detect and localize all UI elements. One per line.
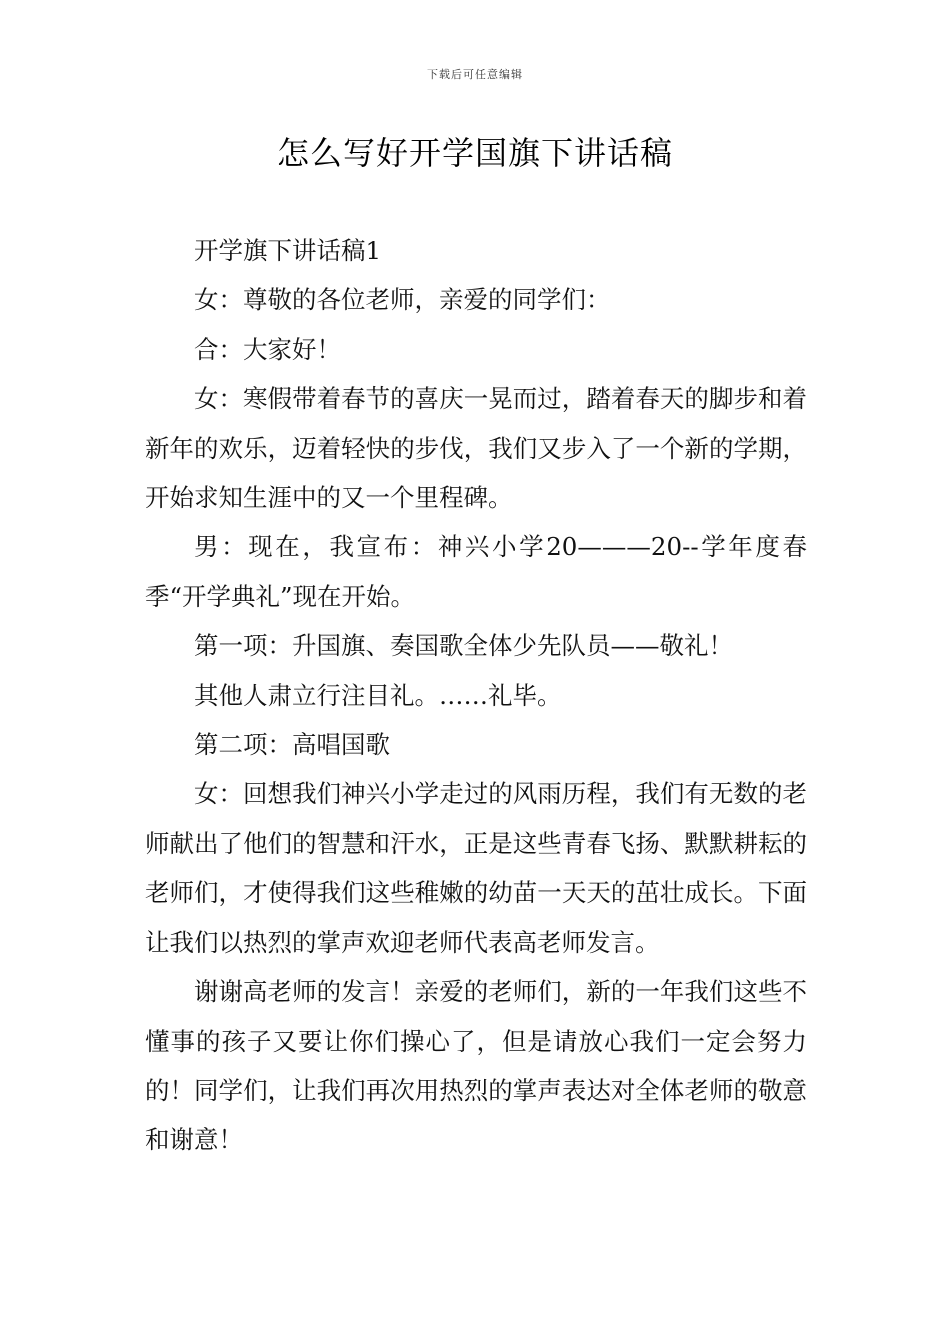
paragraph: 合：大家好！	[194, 334, 341, 364]
paragraph: 第一项：升国旗、奏国歌全体少先队员——敬礼！	[194, 631, 733, 661]
paragraph: 开学旗下讲话稿1	[194, 236, 382, 265]
document-body	[145, 226, 807, 1165]
paragraph: 谢谢高老师的发言！亲爱的老师们，新的一年我们这些不懂事的孩子又要让你们操心了，但是请放心我们一定会努力的！同学们，让我们再次用热烈的掌声表达对全体老师的敬意和谢意！	[145, 977, 807, 1155]
document-title: 怎么写好开学国旗下讲话稿	[276, 134, 673, 172]
paragraph: 女：回想我们神兴小学走过的风雨历程，我们有无数的老师献出了他们的智慧和汗水，正是这些青春飞扬、默默耕耘的老师们，才使得我们这些稚嫩的幼苗一天天的茁壮成长。下面让我们以热烈的掌声欢迎老师代表高老师发言。	[145, 779, 807, 957]
paragraph: 第二项：高唱国歌	[194, 730, 390, 760]
paragraph: 女：尊敬的各位老师，亲爱的同学们：	[194, 285, 611, 315]
paragraph: 男：现在，我宣布：神兴小学20———20--学年度春季“开学典礼”现在开始。	[145, 532, 807, 611]
header-note: 下载后可任意编辑	[427, 68, 523, 81]
paragraph: 其他人肃立行注目礼。……礼毕。	[194, 680, 562, 710]
paragraph: 女：寒假带着春节的喜庆一晃而过，踏着春天的脚步和着新年的欢乐，迈着轻快的步伐，我们又步入了一个新的学期，开始求知生涯中的又一个里程碑。	[145, 384, 807, 513]
